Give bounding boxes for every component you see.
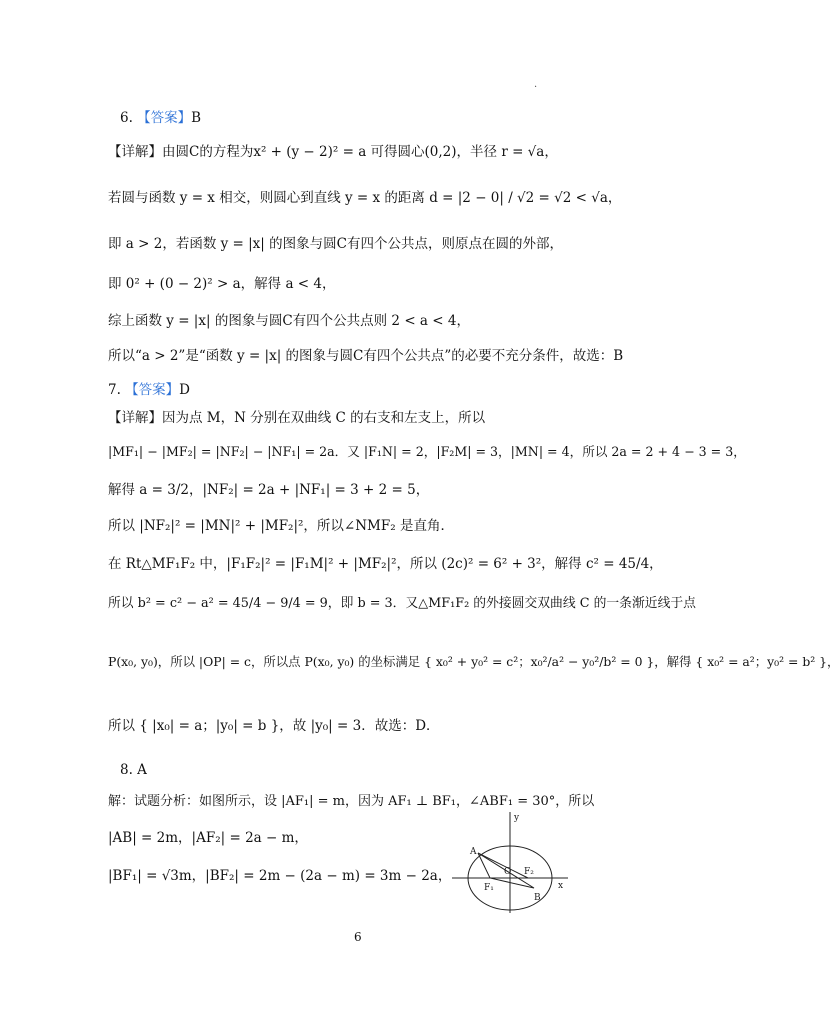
ellipse-figure xyxy=(450,808,585,918)
page-number: 6 xyxy=(354,930,362,944)
line-q6-1: 【详解】由圆C的方程为x² + (y − 2)² = a 可得圆心(0,2)，半径 r = √a， xyxy=(108,144,558,160)
line-q8-3: |BF₁| = √3m，|BF₂| = 2m − (2a − m) = 3m − 2a， xyxy=(108,868,452,884)
line-q8-2: |AB| = 2m，|AF₂| = 2a − m， xyxy=(108,830,308,846)
label-B: B xyxy=(534,893,541,903)
line-q7-3: 解得 a = 3/2，|NF₂| = 2a + |NF₁| = 3 + 2 = 5， xyxy=(108,482,430,498)
line-q7-head: 7. 【答案】D xyxy=(108,382,190,398)
label-O: O xyxy=(504,867,512,877)
label-F1: F₁ xyxy=(484,883,494,893)
line-q6-2: 若圆与函数 y = x 相交，则圆心到直线 y = x 的距离 d = |2 − 0| / √2 = √2 < √a， xyxy=(108,190,622,206)
line-q8-head: 8. A xyxy=(120,762,147,778)
line-q6-4: 即 0² + (0 − 2)² > a，解得 a < 4， xyxy=(108,276,336,292)
corner-mark: · xyxy=(534,82,538,93)
line-q7-5: 在 Rt△MF₁F₂ 中，|F₁F₂|² = |F₁M|² + |MF₂|²，所以 (2c)² = 6² + 3²，解得 c² = 45/4， xyxy=(108,556,663,572)
line-q6-5: 综上函数 y = |x| 的图象与圆C有四个公共点则 2 < a < 4， xyxy=(108,313,470,329)
label-A: A xyxy=(470,847,477,857)
line-q7-7: P(x₀, y₀)，所以 |OP| = c，所以点 P(x₀, y₀) 的坐标满足 { x₀² + y₀² = c²；x₀²/a² − y₀²/b² = 0 }，解得 { x₀² = a²；y₀² = b² }， xyxy=(108,654,839,669)
line-q7-2: |MF₁| − |MF₂| = |NF₂| − |NF₁| = 2a．又 |F₁N| = 2，|F₂M| = 3，|MN| = 4，所以 2a = 2 + 4 − 3 = 3， xyxy=(108,444,746,459)
label-F2: F₂ xyxy=(524,867,534,877)
line-q6-head: 6. 【答案】B xyxy=(120,110,202,126)
segment-AF2 xyxy=(478,853,528,878)
line-q7-6: 所以 b² = c² − a² = 45/4 − 9/4 = 9，即 b = 3．又△MF₁F₂ 的外接圆交双曲线 C 的一条渐近线于点 xyxy=(108,596,696,611)
label-y: y xyxy=(514,813,520,823)
line-q8-1: 解：试题分析：如图所示，设 |AF₁| = m，因为 AF₁ ⊥ BF₁，∠ABF₁ = 30°，所以 xyxy=(108,794,595,809)
line-q7-8: 所以 { |x₀| = a；|y₀| = b }，故 |y₀| = 3．故选：D． xyxy=(108,718,440,734)
line-q7-4: 所以 |NF₂|² = |MN|² + |MF₂|²，所以∠NMF₂ 是直角． xyxy=(108,518,454,534)
line-q6-3: 即 a > 2，若函数 y = |x| 的图象与圆C有四个公共点，则原点在圆的外部， xyxy=(108,236,563,252)
line-q7-1: 【详解】因为点 M，N 分别在双曲线 C 的右支和左支上，所以 xyxy=(108,410,486,426)
line-q6-6: 所以“a > 2”是“函数 y = |x| 的图象与圆C有四个公共点”的必要不充分条件，故选：B xyxy=(108,348,624,364)
label-x: x xyxy=(558,881,564,891)
